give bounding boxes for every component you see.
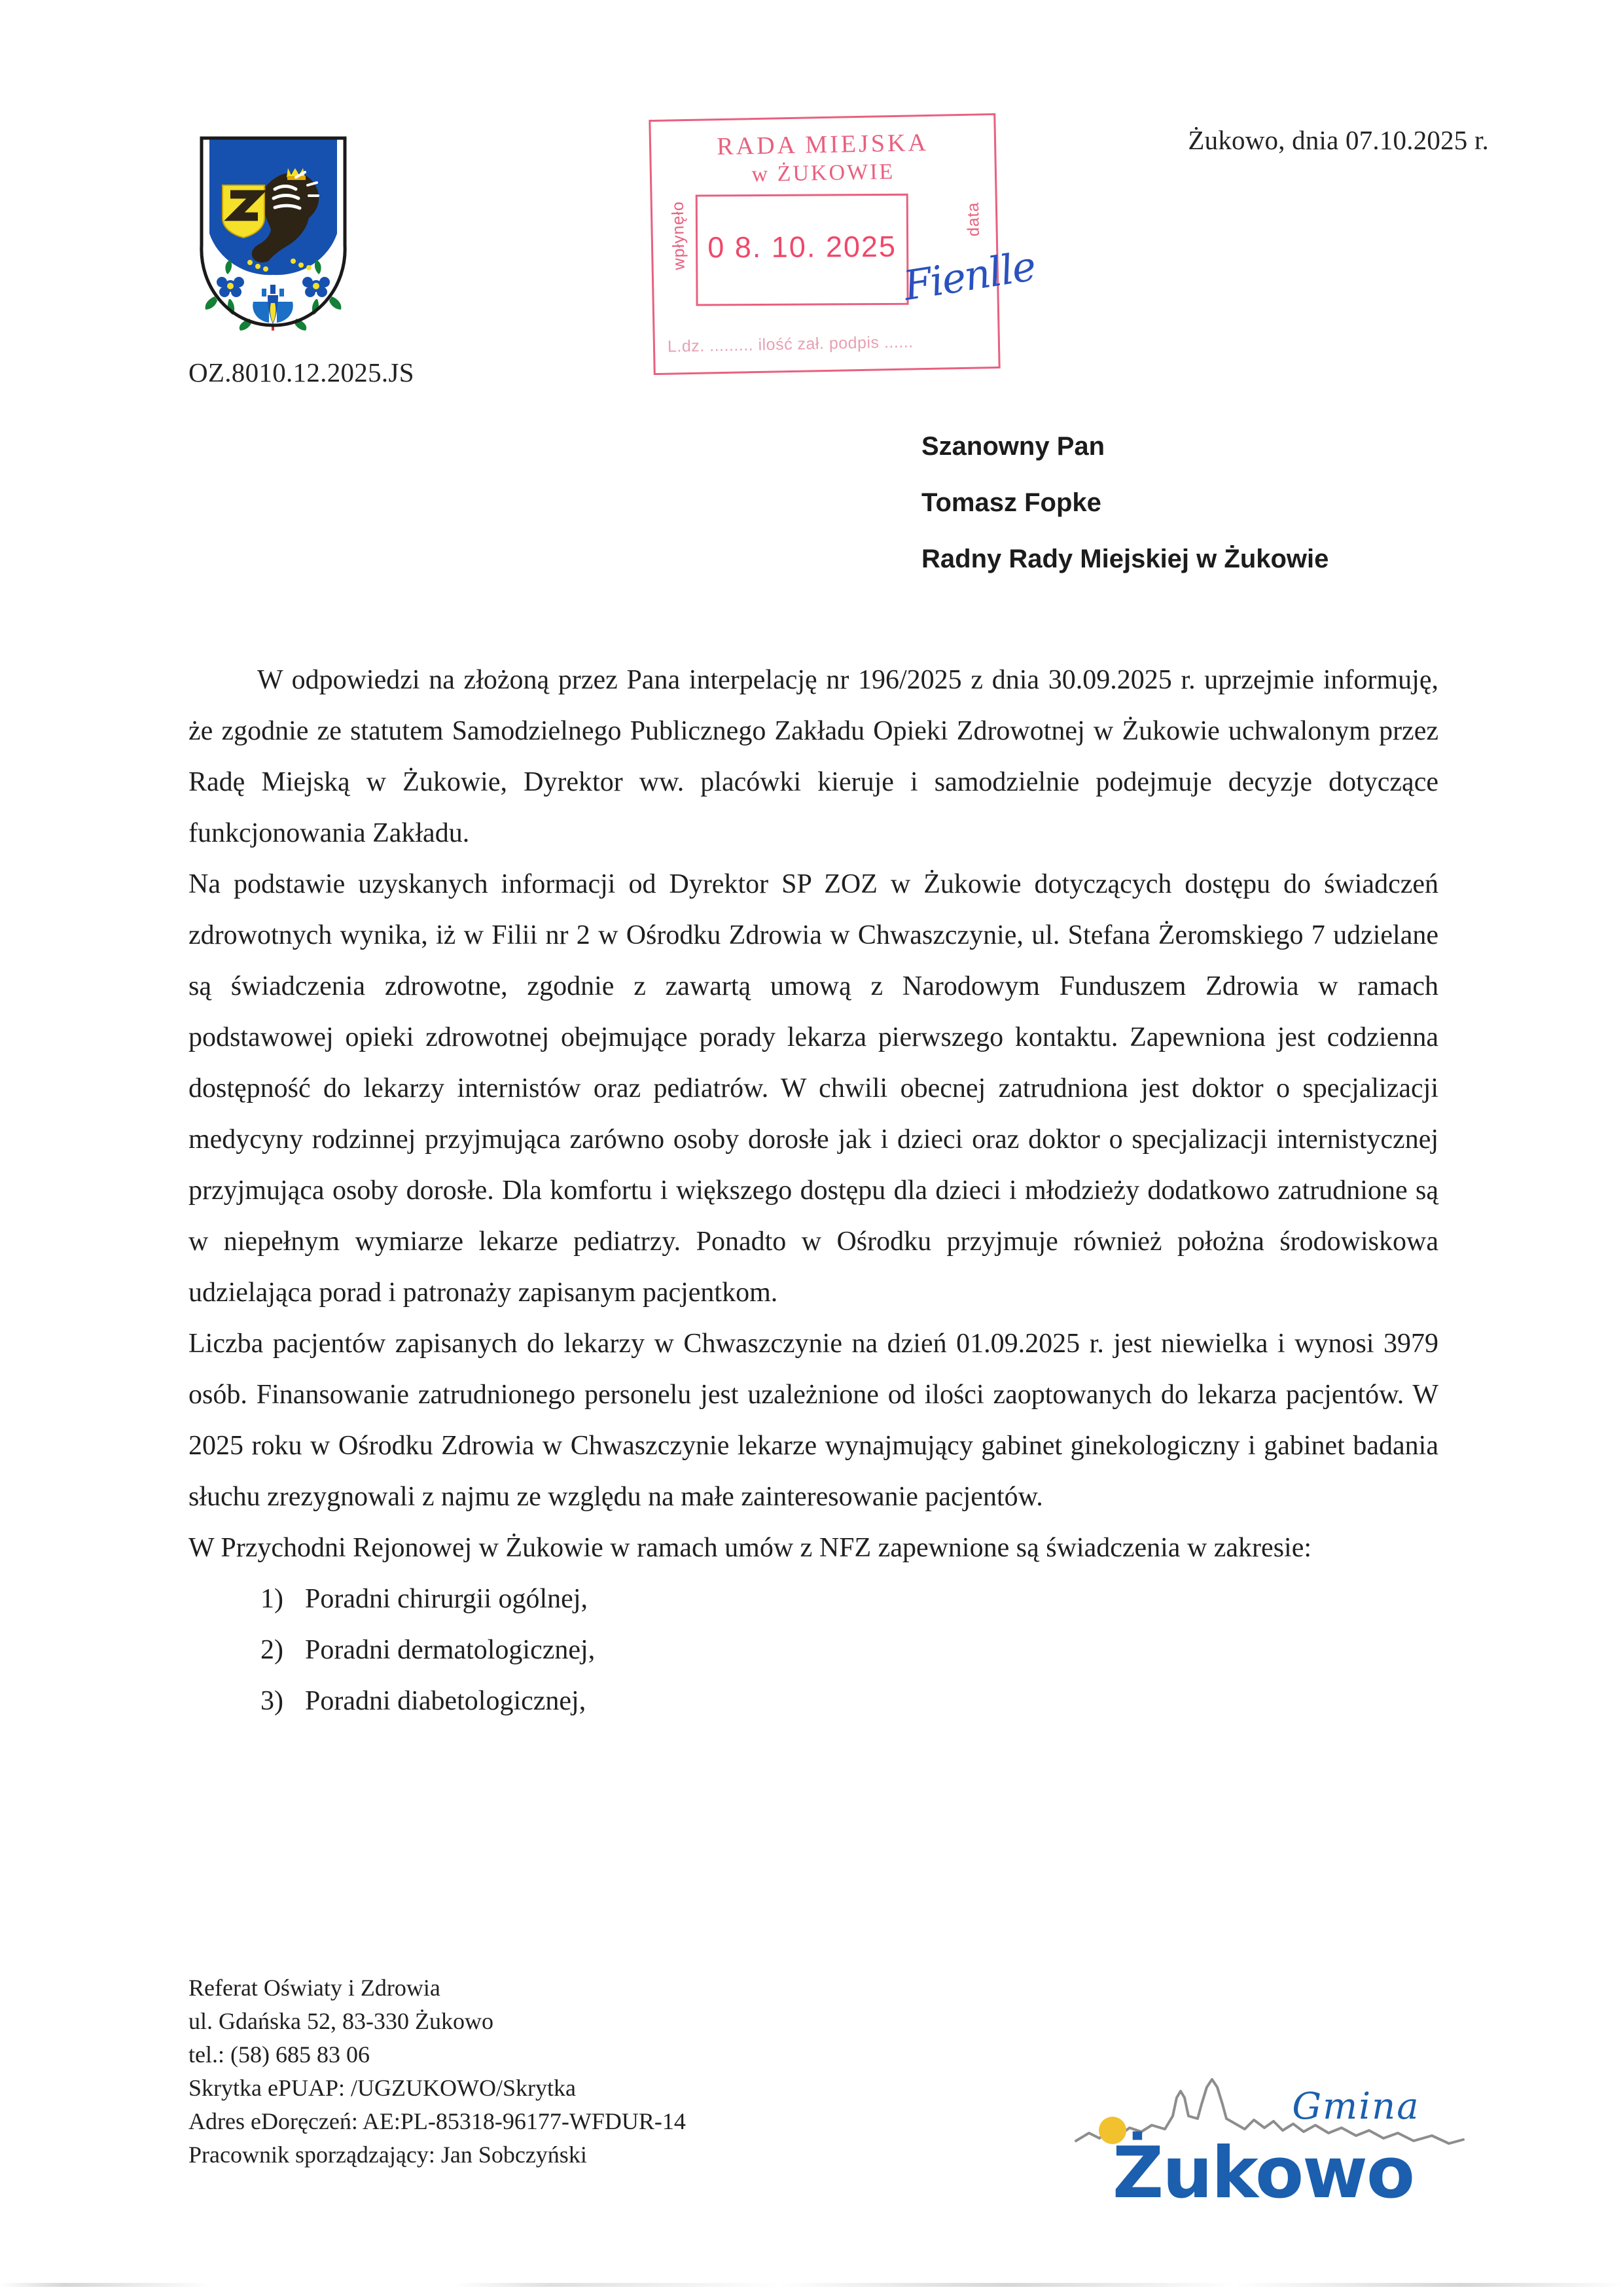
footer-contact-block (188, 1971, 686, 2172)
addressee-title: Radny Rady Miejskiej w Żukowie (921, 545, 1329, 573)
footer-epuap: Skrytka ePUAP: /UGZUKOWO/Skrytka (188, 2075, 576, 2101)
stamp-bottom-line: L.dz. ......... ilość zał. podpis ...... (667, 332, 914, 356)
list-item-label: Poradni chirurgii ogólnej, (305, 1584, 588, 1614)
services-list (188, 1573, 1438, 1727)
body-paragraph-2: Na podstawie uzyskanych informacji od Dyrektor SP ZOZ w Żukowie dotyczących dostępu do świadczeń zdrowotnych wynika, iż w Filii nr 2 w Ośrodku Zdrowia w Chwaszczynie, ul. Stefana Żeromskiego 7 udzielane są świadczenia zdrowotne, zgodnie z zawartą umową z Narodowym Funduszem Zdrowia w ramach podstawowej opieki zdrowotnej obejmujące porady lekarza pierwszego kontaktu. Zapewniona jest codzienna dostępność do lekarzy internistów oraz pediatrów. W chwili obecnej zatrudniona jest doktor o specjalizacji medycyny rodzinnej przyjmująca zarówno osoby dorosłe jak i dzieci oraz doktor o specjalizacji internistycznej przyjmująca osoby dorosłe. Dla komfortu i większego dostępu dla dzieci i młodzieży dodatkowo zatrudnione są w niepełnym wymiarze lekarze pediatrzy. Ponadto w Ośrodku przyjmuje również położna środowiskowa udzielająca porad i patronaży zapisanym pacjentkom. (188, 869, 1438, 1308)
handwritten-signature: Fienlle (900, 242, 1039, 310)
stamp-label-wplyneto: wpłynęło (668, 201, 688, 270)
logo-word-zukowo: Żukowo (1112, 2132, 1414, 2214)
list-item-number: 2) (260, 1635, 283, 1665)
reference-number: OZ.8010.12.2025.JS (188, 357, 414, 387)
list-item-label: Poradni diabetologicznej, (305, 1686, 586, 1716)
stamp-title (649, 126, 997, 190)
stamp-date-box (696, 194, 909, 306)
addressee-name: Tomasz Fopke (921, 488, 1101, 517)
scan-edge-artifact (0, 2283, 1623, 2287)
body-paragraph-4: W Przychodni Rejonowej w Żukowie w ramach umów z NFZ zapewnione są świadczenia w zakresie: (188, 1533, 1312, 1563)
list-item (188, 1624, 1438, 1676)
reception-stamp (649, 113, 1000, 375)
footer-clerk: Pracownik sporządzający: Jan Sobczyński (188, 2142, 587, 2168)
list-item-number: 3) (260, 1686, 283, 1716)
body-paragraph-3: Liczba pacjentów zapisanych do lekarzy w Chwaszczynie na dzień 01.09.2025 r. jest niewielka i wynosi 3979 osób. Finansowanie zatrudnionego personelu jest uzależnione od ilości zaoptowanych do lekarza pacjentów. W 2025 roku w Ośrodku Zdrowia w Chwaszczynie lekarze wynajmujący gabinet ginekologiczny i gabinet badania słuchu zrezygnowali z najmu ze względu na małe zainteresowanie pacjentów. (188, 1329, 1438, 1512)
stamp-date: 0 8. 10. 2025 (707, 229, 897, 264)
stamp-label-data: data (963, 202, 983, 237)
footer-phone: tel.: (58) 685 83 06 (188, 2041, 370, 2068)
stamp-title-line1: RADA MIEJSKA (716, 128, 929, 161)
body-paragraph-1: W odpowiedzi na złożoną przez Pana interpelację nr 196/2025 z dnia 30.09.2025 r. uprzejmie informuję, że zgodnie ze statutem Samodzielnego Publicznego Zakładu Opieki Zdrowotnej w Żukowie uchwalonym przez Radę Miejską w Żukowie, Dyrektor ww. placówki kieruje i samodzielnie podejmuje decyzje dotyczące funkcjonowania Zakładu. (188, 665, 1438, 848)
gmina-zukowo-logo (1073, 2078, 1466, 2229)
list-item-number: 1) (260, 1584, 283, 1614)
list-item (188, 1573, 1438, 1624)
letter-body (188, 655, 1438, 1727)
logo-word-gmina: Gmina (1292, 2085, 1420, 2128)
addressee-block (921, 432, 1329, 601)
stamp-title-line2: w ŻUKOWIE (751, 160, 895, 187)
list-item-label: Poradni dermatologicznej, (305, 1635, 596, 1665)
coat-of-arms-zukowo (196, 134, 350, 331)
footer-edoreczenia: Adres eDoręczeń: AE:PL-85318-96177-WFDUR-14 (188, 2108, 686, 2134)
list-item (188, 1676, 1438, 1727)
addressee-salutation: Szanowny Pan (921, 432, 1105, 461)
place-and-date: Żukowo, dnia 07.10.2025 r. (1188, 125, 1489, 155)
footer-department: Referat Oświaty i Zdrowia (188, 1975, 440, 2001)
footer-address: ul. Gdańska 52, 83-330 Żukowo (188, 2008, 493, 2034)
